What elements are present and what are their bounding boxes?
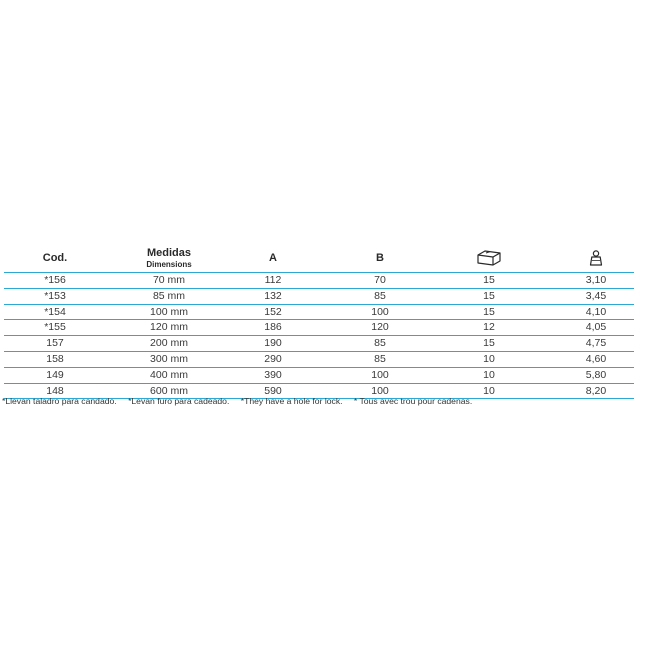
cell-code: 158	[46, 352, 64, 365]
spec-table	[4, 244, 634, 399]
footnote-fr: * Tous avec trou pour cadenas.	[353, 396, 473, 406]
header-weight	[567, 244, 625, 272]
cell-a: 112	[264, 274, 282, 286]
footnote-es: *Llevan taladro para candado.	[2, 396, 117, 406]
header-dimensions	[124, 244, 214, 272]
cell-a: 590	[264, 384, 282, 397]
cell-b: 100	[371, 384, 389, 397]
cell-dimensions: 85 mm	[152, 289, 186, 302]
table-row	[4, 336, 634, 352]
cell-quantity: 15	[483, 289, 495, 302]
header-dimensions-sub: Dimensions	[146, 260, 192, 269]
cell-a: 390	[264, 368, 282, 381]
cell-quantity: 12	[483, 321, 495, 334]
cell-weight: 4,60	[585, 352, 607, 365]
footnote-en: *They have a hole for lock.	[240, 396, 343, 406]
cell-a: 186	[264, 321, 282, 334]
cell-a: 290	[264, 352, 282, 365]
cell-code: *155	[44, 321, 66, 334]
cell-quantity: 10	[483, 384, 495, 397]
cell-code: *153	[44, 289, 66, 302]
footnote-pt: *Levan furo para cadeado.	[128, 396, 230, 406]
cell-quantity: 10	[483, 368, 495, 381]
cell-quantity: 10	[483, 352, 495, 365]
cell-weight: 5,80	[585, 368, 607, 381]
cell-weight: 3,45	[585, 289, 607, 302]
header-code	[26, 244, 84, 272]
header-dimensions-label: Medidas	[146, 247, 191, 259]
cell-b: 85	[374, 337, 386, 350]
table-row	[4, 368, 634, 384]
header-quantity	[460, 244, 518, 272]
header-b-label: B	[376, 252, 384, 264]
table-row	[4, 320, 634, 336]
header-a-label: A	[269, 252, 277, 264]
cell-weight: 3,10	[585, 274, 607, 286]
cell-quantity: 15	[483, 337, 495, 350]
cell-dimensions: 120 mm	[150, 321, 188, 334]
cell-dimensions: 70 mm	[152, 274, 186, 286]
cell-dimensions: 200 mm	[150, 337, 188, 350]
cell-dimensions: 600 mm	[150, 384, 188, 397]
cell-weight: 4,10	[585, 305, 607, 318]
cell-code: 148	[46, 384, 64, 397]
cell-code: 149	[46, 368, 64, 381]
cell-a: 190	[264, 337, 282, 350]
cell-a: 132	[264, 289, 282, 302]
table-row	[4, 289, 634, 305]
cell-code: 157	[46, 337, 64, 350]
header-b	[351, 244, 409, 272]
cell-dimensions: 100 mm	[150, 305, 188, 318]
table-row	[4, 305, 634, 321]
table-header	[4, 244, 634, 273]
cell-dimensions: 400 mm	[150, 368, 188, 381]
cell-weight: 4,75	[585, 337, 607, 350]
cell-b: 85	[374, 289, 386, 302]
weight-icon	[588, 249, 604, 267]
cell-b: 70	[374, 274, 386, 286]
table-row	[4, 273, 634, 289]
cell-b: 100	[371, 368, 389, 381]
cell-b: 120	[371, 321, 389, 334]
header-a	[244, 244, 302, 272]
cell-weight: 4,05	[585, 321, 607, 334]
table-row	[4, 352, 634, 368]
cell-dimensions: 300 mm	[150, 352, 188, 365]
cell-quantity: 15	[483, 274, 495, 286]
cell-code: *156	[44, 274, 66, 286]
header-code-label: Cod.	[42, 252, 68, 264]
cell-weight: 8,20	[585, 384, 607, 397]
cell-b: 85	[374, 352, 386, 365]
box-icon	[475, 249, 503, 267]
footnotes	[2, 396, 481, 406]
cell-quantity: 15	[483, 305, 495, 318]
cell-a: 152	[264, 305, 282, 318]
cell-code: *154	[44, 305, 66, 318]
cell-b: 100	[371, 305, 389, 318]
